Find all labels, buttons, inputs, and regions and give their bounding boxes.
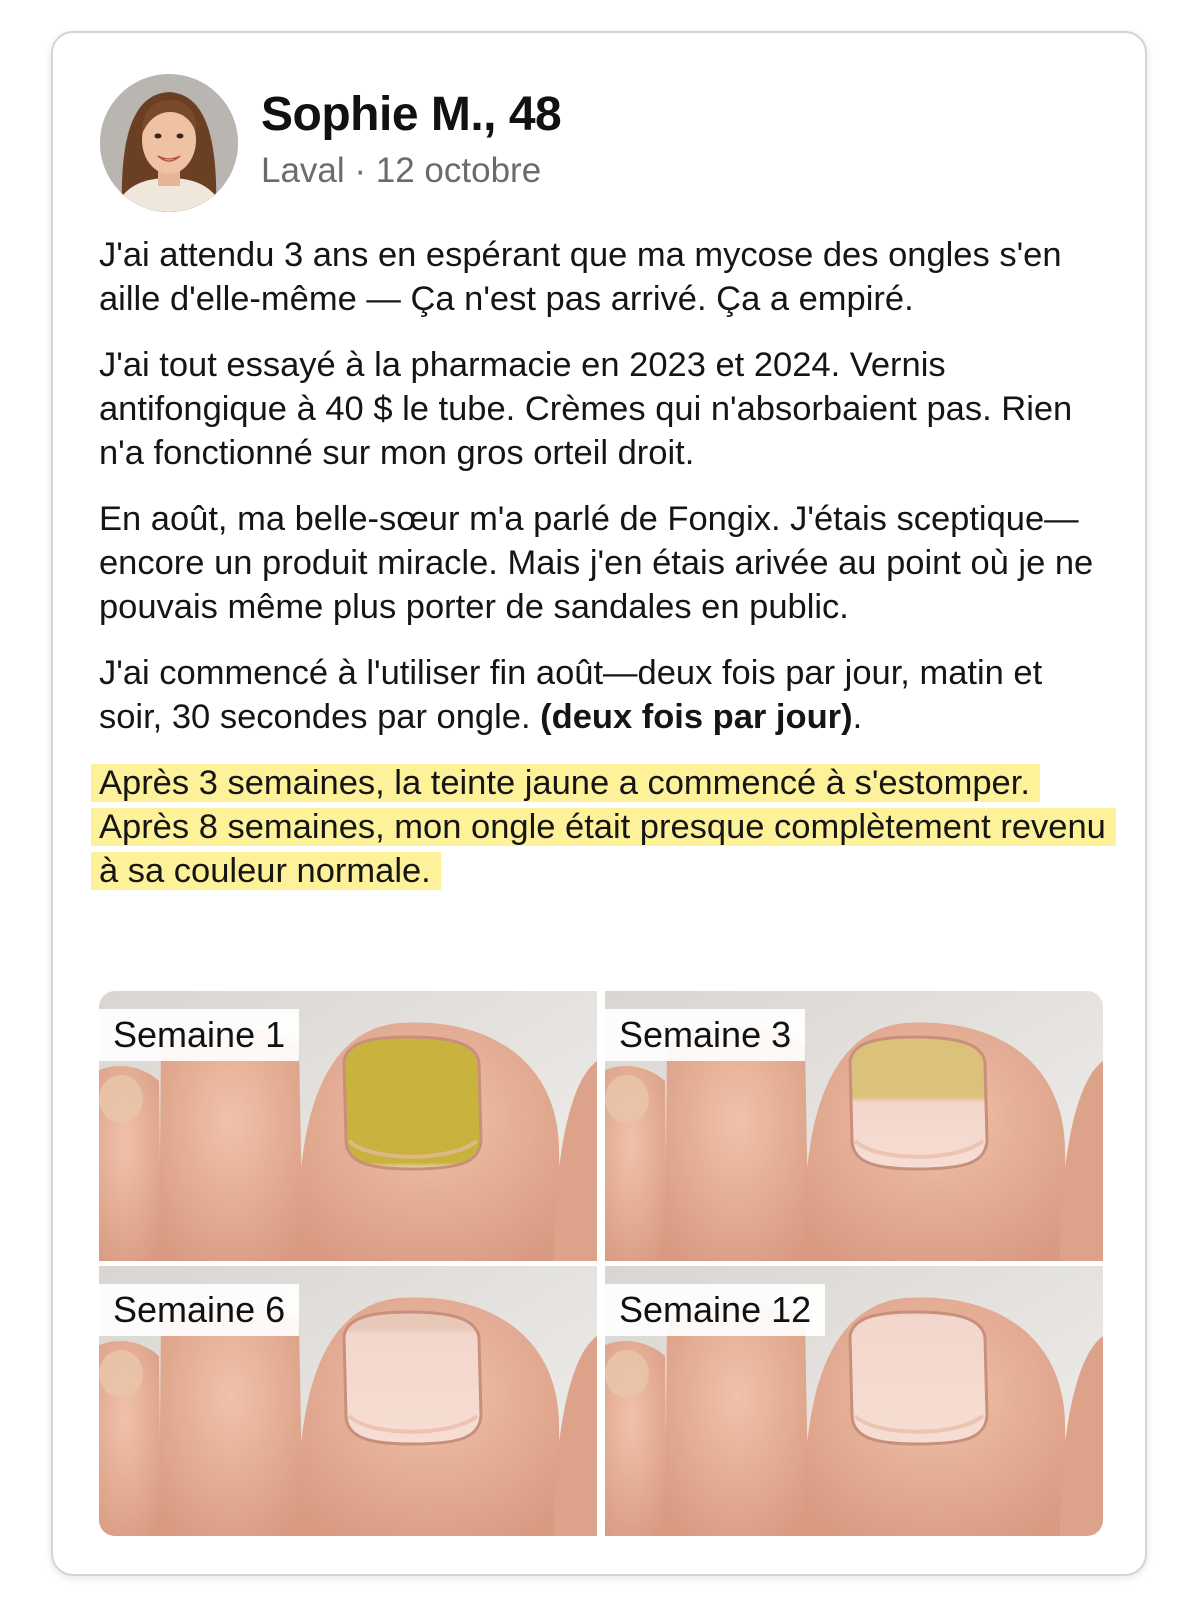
- photo-week-12[interactable]: [605, 1266, 1103, 1536]
- paragraph-4-end: .: [852, 698, 863, 736]
- week-label: Semaine 6: [99, 1284, 299, 1336]
- week-label: Semaine 12: [605, 1284, 825, 1336]
- paragraph-3: En août, ma belle-sœur m'a parlé de Fongix. J'étais sceptique—encore un produit miracle. Mais j'en étais arivée au point où je ne pouvais même plus porter de sandales en public.: [99, 500, 1094, 626]
- photo-week-3[interactable]: [605, 991, 1103, 1261]
- photo-week-1[interactable]: [99, 991, 597, 1261]
- avatar-photo: [100, 74, 238, 212]
- paragraph-1: J'ai attendu 3 ans en espérant que ma mycose des ongles s'en aille d'elle-même — Ça n'est pas arrivé. Ça a empiré.: [99, 236, 1062, 318]
- highlight-text: Après 3 semaines, la teinte jaune a commencé à s'estomper. Après 8 semaines, mon ongle était presque complètement revenu à sa couleur normale.: [91, 764, 1116, 890]
- author-name[interactable]: Sophie M., 48: [261, 88, 562, 141]
- photo-week-6[interactable]: [99, 1266, 597, 1536]
- week-label: Semaine 1: [99, 1009, 299, 1061]
- paragraph-4: [99, 651, 1109, 739]
- avatar[interactable]: [100, 74, 238, 212]
- post-meta: Laval · 12 octobre: [261, 151, 542, 190]
- week-label: Semaine 3: [605, 1009, 805, 1061]
- paragraph-4-text: J'ai commencé à l'utiliser fin août—deux fois par jour, matin et soir, 30 secondes par ongle.: [99, 654, 1043, 736]
- paragraph-4-bold: (deux fois par jour): [540, 698, 853, 736]
- post-body: [99, 233, 1109, 915]
- progress-photo-grid: [99, 991, 1103, 1536]
- paragraph-2: J'ai tout essayé à la pharmacie en 2023 et 2024. Vernis antifongique à 40 $ le tube. Crèmes qui n'absorbaient pas. Rien n'a fonctionné sur mon gros orteil droit.: [99, 346, 1073, 472]
- highlighted-paragraph: [99, 761, 1109, 893]
- testimonial-card: [51, 31, 1147, 1576]
